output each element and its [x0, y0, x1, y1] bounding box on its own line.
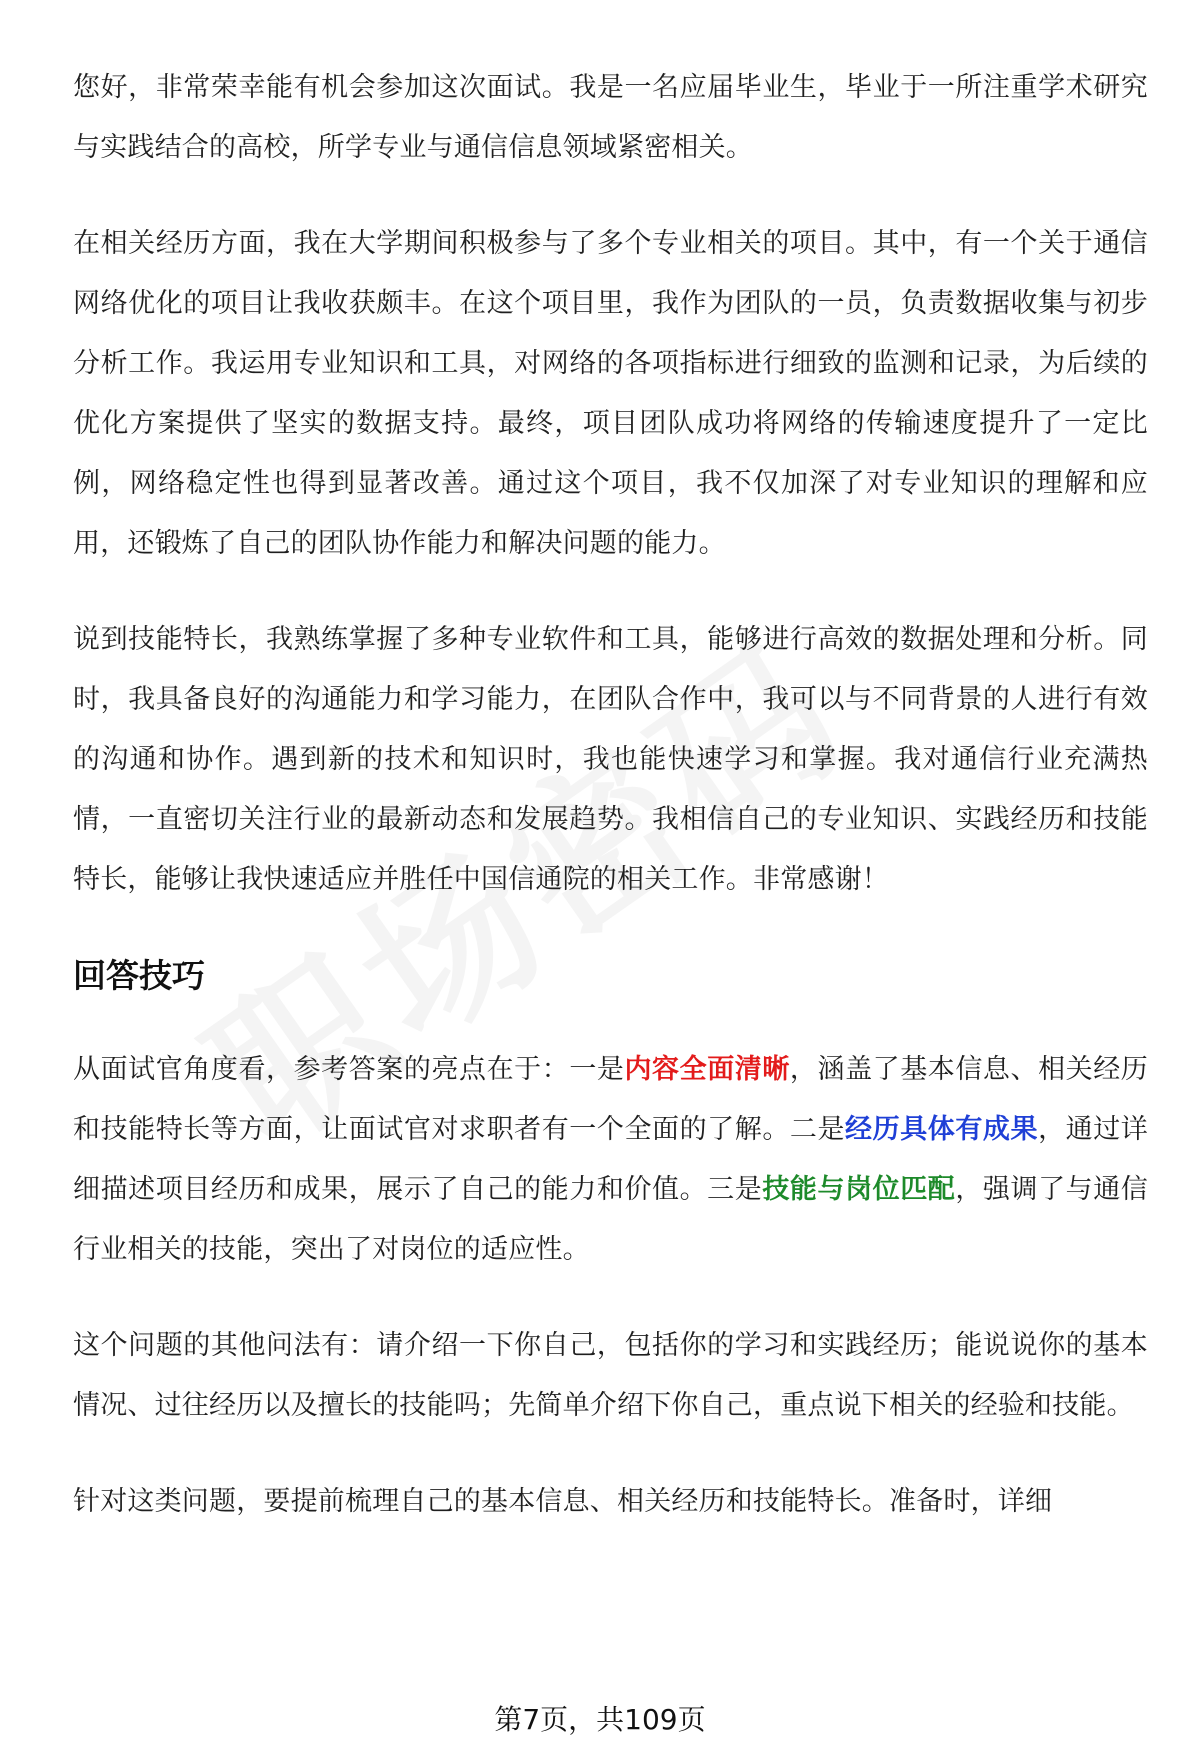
tips-text-d: ，强调了与通信行业相关的技能，突出了对岗位的适应性。 — [73, 1174, 1148, 1265]
highlight-content-clear: 内容全面清晰 — [624, 1054, 790, 1085]
tips-paragraph-preparation: 针对这类问题，要提前梳理自己的基本信息、相关经历和技能特长。准备时，详细 — [73, 1486, 1053, 1517]
tips-paragraph-alternatives: 这个问题的其他问法有：请介绍一下你自己，包括你的学习和实践经历；能说说你的基本情况、过往经历以及擅长的技能吗；先简单介绍下你自己，重点说下相关的经验和技能。 — [73, 1330, 1148, 1421]
answer-paragraph-skills: 说到技能特长，我熟练掌握了多种专业软件和工具，能够进行高效的数据处理和分析。同时，我具备良好的沟通能力和学习能力，在团队合作中，我可以与不同背景的人进行有效的沟通和协作。遇到新的技术和知识时，我也能快速学习和掌握。我对通信行业充满热情，一直密切关注行业的最新动态和发展趋势。我相信自己的专业知识、实践经历和技能特长，能够让我快速适应并胜任中国信通院的相关工作。非常感谢！ — [73, 624, 1148, 895]
highlight-experience-results: 经历具体有成果 — [845, 1114, 1039, 1145]
answer-paragraph-intro: 您好，非常荣幸能有机会参加这次面试。我是一名应届毕业生，毕业于一所注重学术研究与实践结合的高校，所学专业与通信信息领域紧密相关。 — [73, 72, 1148, 163]
section-title: 回答技巧 — [73, 956, 205, 995]
answer-paragraph-experience: 在相关经历方面，我在大学期间积极参与了多个专业相关的项目。其中，有一个关于通信网络优化的项目让我收获颇丰。在这个项目里，我作为团队的一员，负责数据收集与初步分析工作。我运用专业知识和工具，对网络的各项指标进行细致的监测和记录，为后续的优化方案提供了坚实的数据支持。最终，项目团队成功将网络的传输速度提升了一定比例，网络稳定性也得到显著改善。通过这个项目，我不仅加深了对专业知识的理解和应用，还锻炼了自己的团队协作能力和解决问题的能力。 — [73, 228, 1148, 559]
page-number: 第7页，共109页 — [494, 1703, 706, 1736]
tips-paragraph-highlights — [73, 1040, 1148, 1280]
tips-text-a: 从面试官角度看，参考答案的亮点在于：一是 — [73, 1054, 625, 1085]
document-body — [73, 58, 1148, 1568]
tips-text-c: ，通过详细描述项目经历和成果，展示了自己的能力和价值。三是 — [73, 1114, 1148, 1205]
tips-text-b: ，涵盖了基本信息、相关经历和技能特长等方面，让面试官对求职者有一个全面的了解。二是 — [73, 1054, 1149, 1145]
highlight-skills-match: 技能与岗位匹配 — [762, 1174, 956, 1205]
